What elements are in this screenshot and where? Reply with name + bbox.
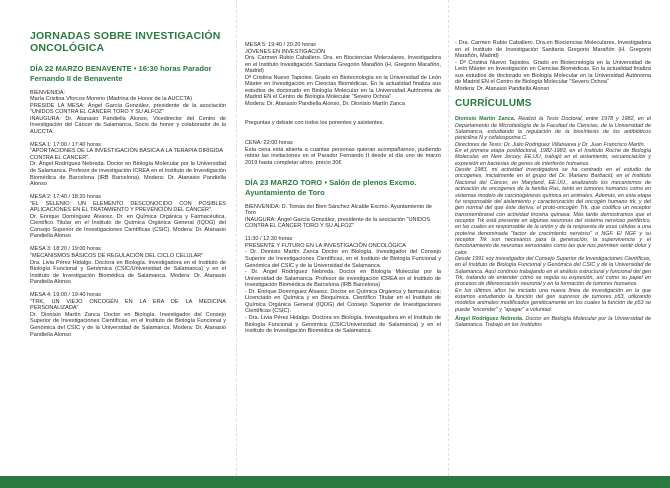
welcome-label: BIENVENIDA:	[30, 89, 66, 96]
mesa-speaker: Dr. Enrique Domínguez Álvarez. Dr. en Química Orgánica y Farmacéutica. Científico Titular en el Instituto de Química Orgánica General (IQOG) del Consejo Superior de Investigaciones Científicas (CSIC). Modera: Dr. Atanasio Pandiella Alonso	[30, 213, 226, 240]
cena-text: Esta cena está abierta a cuantas personas quieran acompañarnos, pudiendo retirar las invitaciones en el Parador Fernando II desde el día uno de marzo 2019 hasta completar aforo, precio 30€	[245, 146, 441, 166]
cena-time: CENA: 22:00 horas	[245, 140, 293, 147]
cv-rodriguez-nebreda	[455, 316, 651, 329]
inaugura-text: INAUGURA: Dr. Atanasio Pandiella Alonso, Vicedirector del Centro de Investigación del Cáncer de Salamanca, Socio de honor y colaborador de la AUCCTA.	[30, 115, 226, 135]
mesa-topic: "TRK, UN VIEJO ONCOGÉN EN LA ERA DE LA MEDICINA PERSONALIZADA"	[30, 298, 226, 312]
toro-inaugura: INAUGURA: Ángel García González, presidente de la asociación "UNIDOS CONTRA EL CÁNCER TORO Y SU ALFOZ"	[245, 216, 431, 230]
welcome-text: María Cristina Vforcos Moreno (Madrina de Honor de la AUCCTA)	[30, 96, 193, 103]
mesa-time: MESA 3: 18:20 / 19:00 horas	[30, 246, 101, 253]
page-title: JORNADAS SOBRE INVESTIGACIÓN ONCOLÓGICA	[30, 30, 221, 54]
mesa-time: MESA 2: 17:40 / 18:20 horas	[30, 194, 101, 201]
mesa-speaker: Dª Cristina Nuevo Tapioles. Grado en Biotecnología en la Universidad de León Máster en Investigación en Ciencias Biomédicas. En la actualidad finaliza sus estudios de doctorado en Biología Molecular en la Universidad Autónoma de Madrid EN el Centro de Biología Molecular "Severo Ochoa"	[245, 74, 441, 101]
cv-text: En el primera etapa postdoctoral, 1982-1983, en el Instituto Roche de Biología Molecular, en New Jersey, EE.UU, trabajó en el aislamiento, secuenciación y expresión en bacterias de genes de interferón humanos.	[455, 148, 651, 167]
questions-text: Preguntas y debate con todos los ponentes y asistentes.	[245, 120, 385, 127]
mesa-5	[245, 42, 441, 107]
column-middle	[245, 0, 441, 476]
cv-martin-zanca	[455, 116, 651, 141]
mesa-topic: JÓVENES EN INVESTIGACIÓN	[245, 48, 326, 55]
mesa-topic: "APORTACIONES DE LA INVESTIGACIÓN BÁSICA A LA TERAPIA DIRIGIDA CONTRA EL CÁNCER".	[30, 148, 223, 161]
cv-text: En los últimos años he iniciado una nueva línea de investigación en la que estamos estudiando la función del gen supresor de tumores p53, utilizando modelos animales modificados genéticamente en los cuales la función de p53 se puede "encender" y "apagar" a voluntad.	[455, 287, 651, 313]
column-left	[30, 0, 226, 476]
toro-welcome: BIENVENIDA: D. Tomás del Bien Sánchez Alcalde Excmo. Ayuntamiento de Toro	[245, 203, 432, 217]
footer-green-bar	[0, 476, 670, 488]
moderator-text: Modera: Dr. Atanasio Pandiella Alonso	[455, 85, 550, 92]
cv-text: Doctor en Biología Molecular por la Universidad de Salamanca. Trabajó en los Institutos	[455, 316, 651, 329]
column-right	[455, 0, 651, 476]
mesa-time: MESA 5: 19:40 / 20:20 horas	[245, 42, 316, 48]
cv-text: Desde 1983, mi actividad investigadora se ha centrado en el estudio de oncogenes, inicialmente en el grupo del Dr. Mariano Barbacid, en el Instituto Nacional del Cáncer, en Maryland, EE.UU., analizando los mecanismos de activación de oncogenes de la familia Ras, tanto en tumores humanos como en sistemas modelo de carcinogénesis química en animales. Además, en esta etapa fui responsable del aislamiento y caracterización del oncogén humano trk, y del gen normal del que éste deriva, el proto-oncogén Trk, que codifica un receptor transmembranal con actividad tirosina quinasa. Más tarde demostramos que el receptor Trk está presente en algunas neuronas del sistema nervioso periférico, en las cuales es responsable de la unión y de la respuesta de esas células a una proteína denominada "factor de crecimiento nervioso" o NGF. El NGF y su receptor Trk son necesarios para la generación, la supervivencia y el funcionamiento de neuronas sensoriales como las que nos permiten sentir dolor y calor.	[455, 167, 651, 256]
mesa-4	[30, 292, 226, 338]
mesa-topic: "MECANISMOS BÁSICOS DE REGULACIÓN DEL CICLO CELULAR"	[30, 253, 204, 260]
mesa-moderator: Modera: Dr. Atanasio Pandiella Alonso, Dr. Dionisio Martín Zanca	[245, 100, 406, 107]
mesa-2	[30, 194, 226, 240]
mesa-speaker: Dra. Livia Pérez Hidalgo. Doctora en Biología. Investigadora en el Instituto de Biología Funcional y Genómica (CSIC/Universidad de Salamanca) y en el Instituto de Investigación Biomédica de Salamanca. Modera: Dr. Atanasio Pandiella Alonso	[30, 259, 226, 286]
cv-text: Realizó la Tesis Doctoral, entre 1978 y 1982, en el Departamento de Microbiología de la Facultad de Ciencias, de la Universidad de Salamanca, estudiando la regulación de la biosíntesis de los antibióticos penicilina N y cefalosporina C.	[455, 116, 651, 142]
cv-text: Desde 1991 soy investigador del Consejo Superior de Investigaciones Científicas, en el Instituto de Biología Funcional y Genómica del CSIC y de la Universidad de Salamanca. Aquí continúo trabajando en el análisis estructural y funcional del gen Trk, tratando de entender cómo se regula su expresión, así como su papel en procesos de diferenciación neuronal y en la formación de tumores humanos.	[455, 255, 651, 288]
mesa-speaker: Dra. Carmen Rubio Caballero. Dra. en Biociencias Moleculares, Investigadora en el Instituto Investigación Sanitaria Gregorio Marañón (H. Gregorio Marañón, Madrid)	[245, 55, 441, 75]
session-speaker: - Dr. Dionisio Martín Zanca Doctor en Biología. Investigador del Consejo Superior de Investigaciones Científicas, en el Instituto de Biología Funcional y Genómica del CSIC y de la Universidad de Salamanca.	[245, 249, 441, 269]
preside-text: PRESIDE LA MESA: Ángel García González, presidente de la asociación "UNIDOS CONTRA EL CÁNCER TORO Y SU ALFOZ"	[30, 102, 226, 116]
cv-name: Ángel Rodríguez Nebreda.	[455, 316, 524, 323]
speaker-entry: - Dª Cristina Nuevo Tapioles. Grado en Biotecnología en la Universidad de León Máster en Investigación en Ciencias Biomédicas. En la actualidad finaliza sus estudios de doctorado en Biología Molecular en la Universidad Autónoma de Madrid EN el Centro de Biología Molecular "Severo Ochoa"	[455, 59, 651, 86]
day-toro-heading: DÍA 23 MARZO TORO • Salón de plenos Excmo. Ayuntamiento de Toro	[245, 178, 417, 197]
mesa-1	[30, 142, 226, 188]
mesa-speaker: Dr. Dionisio Martín Zanca Doctor en Biología. Investigador del Consejo Superior de Investigaciones Científicas, en el Instituto de Biología Funcional y Genómica del CSIC y de la Universidad de Salamanca. Modera: Dr. Atanasio Pandiella Alonso	[30, 311, 226, 338]
session-topic: PRESENTE Y FUTURO EN LA INVESTIGACIÓN ONCOLÓGICA	[245, 242, 406, 249]
cv-text: Directores de Tesis: Dr. Julio Rodríguez Villanueva y Dr. Juan Francisco Martín.	[455, 141, 646, 148]
session-speaker: - Dr. Ángel Rodríguez Nebreda. Doctor en Biología Molecular por la Universidad de Salamanca. Profesor de investigación ICREA en el Instituto de Investigación Biomédica de Barcelona (IRB Barcelona)	[245, 269, 441, 289]
cv-name: Dionisio Martín Zanca.	[455, 116, 516, 123]
fold-line-left	[236, 0, 237, 476]
day-benavente-heading: DÍA 22 MARZO BENAVENTE • 16:30 horas Parador Fernando II de Benavente	[30, 64, 212, 83]
mesa-speaker: Dr. Ángel Rodríguez Nebreda. Doctor en Biología Molecular por la Universidad de Salamanca. Profesor de investigación ICREA en el Instituto de Investigación Biomédica de Barcelona (IRB Barcelona). Modera: Dr. Atanasio Pandiella Alonso	[30, 161, 226, 188]
session-speaker: - Dr. Enrique Domínguez Álvarez. Doctor en Química Orgánica y farmacéutica; Licenciado en Química y en Bioquímica. Científico Titular en el Instituto de Química Orgánica General (IQOG) del Consejo Superior de Investigaciones Científicas (CSIC).	[245, 288, 441, 315]
session-speaker: - Dra. Livia Pérez Hidalgo. Doctora en Biología. Investigadora en el Instituto de Biología Funcional y Genómica (CSIC/Universidad de Salamanca) y en el Instituto de Investigación Biomédica de Salamanca.	[245, 314, 441, 335]
speaker-entry: - Dra. Carmen Rubio Caballero. Dra.en Biociencias Moleculares, Investigadora en el Instituto de Investigación Sanitaria Gregorio Marañón (H. Gregorio Marañón, Madrid)	[455, 40, 651, 60]
mesa-topic: "EL SELENIO: UN ELEMENTO DESCONOCIDO CON POSIBLES APLICACIONES EN EL TRATAMIENTO Y PREVENCIÓN DEL CÁNCER".	[30, 200, 226, 214]
session-time: 11:30 / 12:30 horas	[245, 236, 293, 243]
mesa-time: MESA 1: 17:00 / 17:40 horas	[30, 141, 101, 148]
mesa-time: MESA 4: 19:00 / 19:40 horas	[30, 292, 101, 299]
fold-line-right	[448, 0, 449, 476]
mesa-3	[30, 246, 226, 285]
curriculums-heading: CURRÍCULUMS	[455, 98, 532, 110]
